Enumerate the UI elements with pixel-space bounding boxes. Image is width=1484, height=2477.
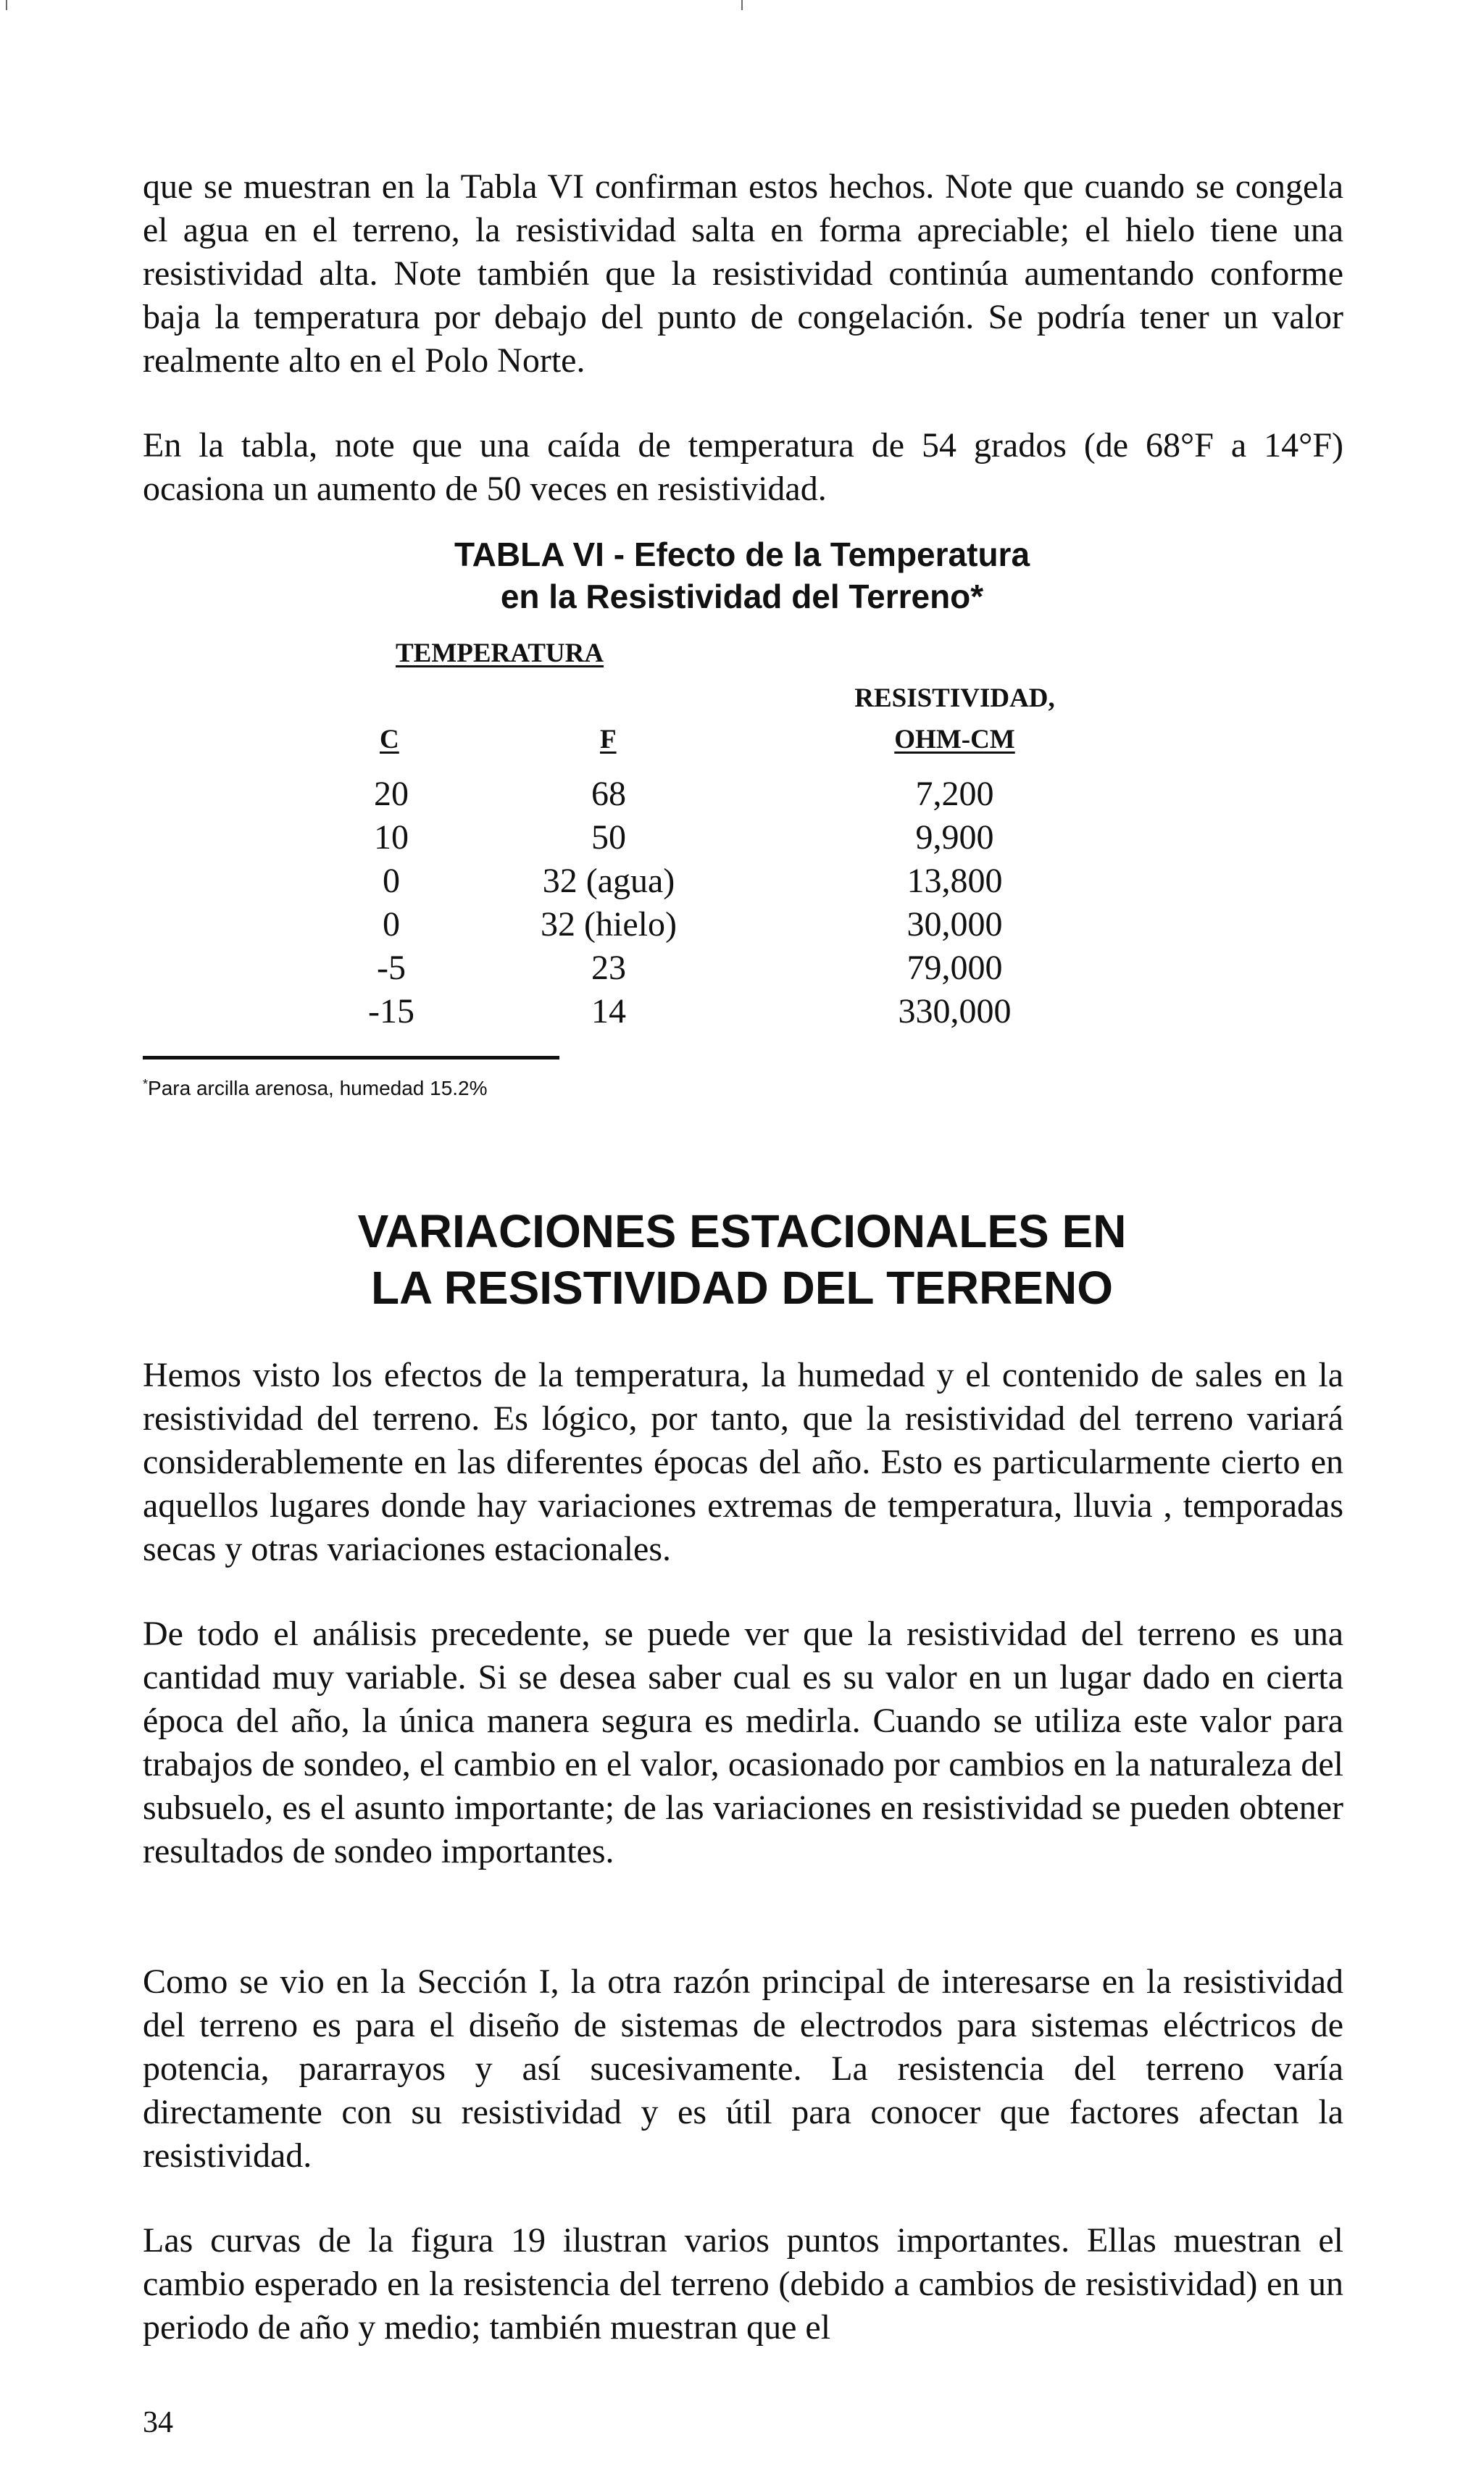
table-cell-resistivity: 9,900 bbox=[915, 818, 994, 857]
column-celsius bbox=[341, 773, 442, 1033]
table-title-line-2: en la Resistividad del Terreno* bbox=[500, 578, 984, 615]
crop-mark-left bbox=[6, 0, 7, 10]
table-cell-f: 23 bbox=[591, 949, 626, 987]
crop-mark-center bbox=[741, 0, 743, 10]
column-resistivity bbox=[841, 773, 1069, 1033]
table-cell-c: 20 bbox=[374, 775, 409, 813]
section-heading bbox=[0, 1203, 1484, 1316]
section-heading-line-1: VARIACIONES ESTACIONALES EN bbox=[357, 1205, 1127, 1257]
section-heading-line-2: LA RESISTIVIDAD DEL TERRENO bbox=[370, 1262, 1114, 1314]
page-number: 34 bbox=[143, 2406, 173, 2439]
paragraph-5: Como se vio en la Sección I, la otra razón principal de interesarse en la resistividad del terreno es para el diseño de sistemas de electrodos para sistemas eléctricos de potencia, pararrayos y así sucesivamente. La resistencia del terreno varía directamente con su resistividad y es útil para conocer que factores afectan la resistividad. bbox=[143, 1962, 1343, 2175]
footnote-text: Para arcilla arenosa, humedad 15.2% bbox=[148, 1077, 488, 1099]
table-cell-f: 50 bbox=[591, 818, 626, 857]
column-fahrenheit bbox=[507, 773, 710, 1033]
header-resistivity-line-1: RESISTIVIDAD, bbox=[854, 683, 1055, 713]
header-temperature: TEMPERATURA bbox=[396, 638, 604, 668]
table-cell-f: 32 (agua) bbox=[542, 862, 675, 900]
footnote-marker: * bbox=[143, 1077, 149, 1091]
table-cell-c: 10 bbox=[374, 818, 409, 857]
table-cell-f: 14 bbox=[591, 992, 626, 1031]
paragraph-6: Las curvas de la figura 19 ilustran varios puntos importantes. Ellas muestran el cambio esperado en la resistencia del terreno (debido a cambios de resistividad) en un periodo de año y medio; también muestran que el bbox=[143, 2221, 1343, 2347]
table-cell-c: 0 bbox=[383, 862, 400, 900]
table-cell-c: -5 bbox=[377, 949, 406, 987]
table-cell-f: 68 bbox=[591, 775, 626, 813]
table-cell-resistivity: 30,000 bbox=[906, 905, 1003, 944]
header-resistivity-line-2: OHM-CM bbox=[894, 725, 1015, 754]
header-resistivity bbox=[841, 683, 1069, 756]
footnote-rule bbox=[143, 1056, 559, 1060]
table-cell-resistivity: 330,000 bbox=[898, 992, 1012, 1031]
table-cell-resistivity: 7,200 bbox=[915, 775, 994, 813]
table-cell-f: 32 (hielo) bbox=[541, 905, 677, 944]
header-celsius: C bbox=[380, 725, 399, 754]
table-title bbox=[0, 533, 1484, 617]
paragraph-1: que se muestran en la Tabla VI confirman estos hechos. Note que cuando se congela el agua en el terreno, la resistividad salta en forma apreciable; el hielo tiene una resistividad alta. Note también que la resistividad continúa aumentando conforme baja la temperatura por debajo del punto de congelación. Se podría tener un valor realmente alto en el Polo Norte. bbox=[143, 167, 1343, 380]
table-cell-resistivity: 79,000 bbox=[906, 949, 1003, 987]
table-cell-c: 0 bbox=[383, 905, 400, 944]
paragraph-3: Hemos visto los efectos de la temperatura, la humedad y el contenido de sales en la resistividad del terreno. Es lógico, por tanto, que la resistividad del terreno variará considerablemente en las diferentes épocas del año. Esto es particularmente cierto en aquellos lugares donde hay variaciones extremas de temperatura, lluvia , temporadas secas y otras variaciones estacionales. bbox=[143, 1356, 1343, 1568]
paragraph-2: En la tabla, note que una caída de temperatura de 54 grados (de 68°F a 14°F) ocasiona un aumento de 50 veces en resistividad. bbox=[143, 426, 1343, 508]
header-fahrenheit: F bbox=[600, 725, 617, 754]
footnote bbox=[143, 1071, 488, 1102]
paragraph-4: De todo el análisis precedente, se puede ver que la resistividad del terreno es una cantidad muy variable. Si se desea saber cual es su valor en un lugar dado en cierta época del año, la única manera segura es medirla. Cuando se utiliza este valor para trabajos de sondeo, el cambio en el valor, ocasionado por cambios en la naturaleza del subsuelo, es el asunto importante; de las variaciones en resistividad se pueden obtener resultados de sondeo importantes. bbox=[143, 1615, 1343, 1870]
table-title-line-1: TABLA VI - Efecto de la Temperatura bbox=[454, 536, 1030, 573]
table-cell-c: -15 bbox=[368, 992, 414, 1031]
table-cell-resistivity: 13,800 bbox=[906, 862, 1003, 900]
